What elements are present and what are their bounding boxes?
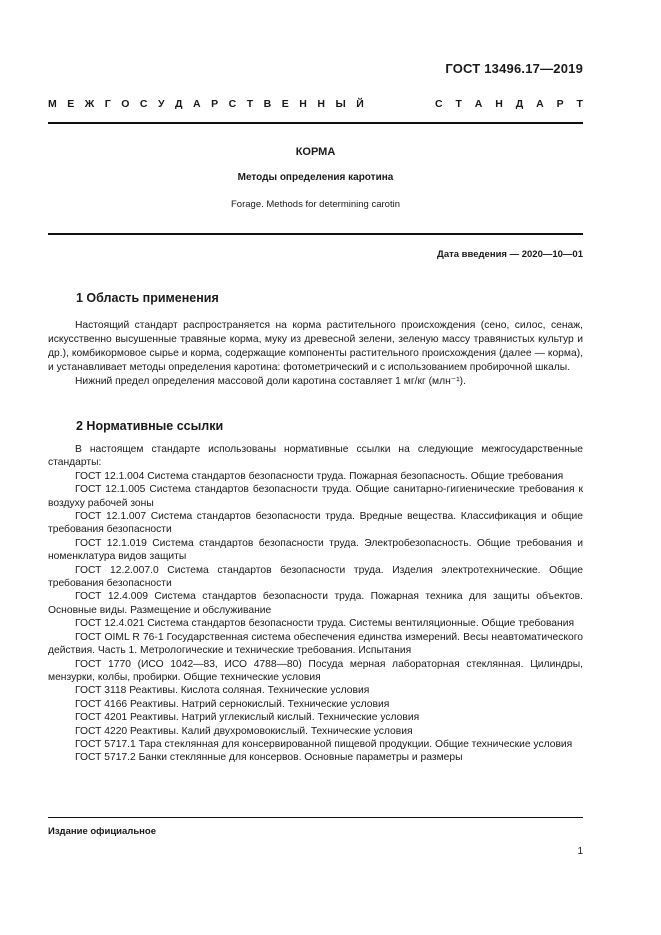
banner-letter: Д — [515, 98, 524, 110]
reference-item: ГОСТ 12.1.005 Система стандартов безопасности труда. Общие санитарно-гигиенические требования к воздуху рабочей зоны — [48, 484, 583, 509]
banner-letter: А — [474, 98, 483, 110]
reference-item: ГОСТ 5717.2 Банки стеклянные для консервов. Основные параметры и размеры — [75, 752, 463, 764]
banner-letter: Т — [246, 98, 254, 110]
paragraph: Настоящий стандарт распространяется на корма растительного происхождения (сено, силос, сенаж, искусственно высушенные травяные корма, муку из древесной зелени, зеленую массу травянистых культур и др.), комбикормовое сырье и корма, содержащие компоненты растительного происхождения (далее — корма), и устанавливает методы определения каротина: фотометрический и с использованием пробирочной шкалы. — [48, 320, 583, 373]
paragraph: Нижний предел определения массовой доли каротина составляет 1 мг/кг (млн⁻¹). — [75, 376, 466, 387]
standard-word — [435, 98, 583, 110]
banner-letter: Т — [455, 98, 462, 110]
banner-letter: Е — [281, 98, 289, 110]
banner-letter: С — [435, 98, 443, 110]
banner-letter: Н — [299, 98, 307, 110]
banner-letter: В — [263, 98, 272, 110]
scope-body — [48, 319, 583, 389]
banner-letter: С — [139, 98, 148, 110]
banner-letter: Д — [175, 98, 183, 110]
banner-letter: Ж — [84, 98, 95, 110]
reference-item: ГОСТ 4201 Реактивы. Натрий углекислый кислый. Технические условия — [75, 712, 420, 724]
document-subtitle: Методы определения каротина — [237, 172, 394, 183]
header-rule — [48, 122, 583, 124]
reference-item: ГОСТ 12.4.021 Система стандартов безопасности труда. Системы вентиляционные. Общие требования — [75, 618, 575, 630]
banner-letter: Е — [67, 98, 75, 110]
section-heading-scope: 1 Область применения — [76, 291, 219, 305]
interstate-word — [48, 98, 364, 110]
banner-letter: Р — [556, 98, 564, 110]
reference-item: ГОСТ 5717.1 Тара стеклянная для консервированной пищевой продукции. Общие технические условия — [75, 738, 573, 750]
reference-item: ГОСТ 4220 Реактивы. Калий двухромовокислый. Технические условия — [75, 725, 413, 737]
banner-letter: А — [536, 98, 544, 110]
reference-item: ГОСТ 3118 Реактивы. Кислота соляная. Технические условия — [75, 685, 370, 697]
document-title: КОРМА — [295, 146, 336, 158]
banner-letter: О — [121, 98, 130, 110]
banner-letter: Ы — [335, 98, 346, 110]
reference-item: ГОСТ 12.1.019 Система стандартов безопасности труда. Электробезопасность. Общие требования и номенклатура видов защиты — [48, 537, 583, 563]
reference-item: ГОСТ 12.1.007 Система стандартов безопасности труда. Вредные вещества. Классификация и общие требования безопасности — [48, 511, 583, 536]
banner-letter: Т — [576, 98, 583, 110]
reference-item: ГОСТ 4166 Реактивы. Натрий сернокислый. Технические условия — [75, 698, 390, 710]
footer-rule — [48, 817, 583, 818]
banner-letter: Н — [495, 98, 503, 110]
interstate-standard-banner — [48, 98, 583, 110]
page-number: 1 — [577, 846, 583, 857]
banner-letter: Н — [317, 98, 325, 110]
edition-label: Издание официальное — [48, 826, 156, 837]
introduction-date: Дата введения — 2020—10—01 — [437, 249, 583, 260]
banner-letter: С — [228, 98, 237, 110]
banner-letter: А — [193, 98, 201, 110]
english-title: Forage. Methods for determining carotin — [231, 199, 400, 210]
references-list — [48, 443, 583, 765]
reference-item: ГОСТ 12.1.004 Система стандартов безопасности труда. Пожарная безопасность. Общие требования — [75, 470, 564, 482]
banner-letter: М — [48, 98, 57, 110]
document-number: ГОСТ 13496.17—2019 — [445, 61, 583, 76]
section-heading-references: 2 Нормативные ссылки — [76, 419, 224, 433]
banner-letter: Й — [356, 98, 364, 110]
title-rule — [48, 233, 583, 235]
reference-item: ГОСТ 12.4.009 Система стандартов безопасности труда. Пожарная техника для защиты объектов. Основные виды. Размещение и обслуживание — [48, 591, 583, 616]
banner-letter: У — [157, 98, 165, 110]
paragraph: В настоящем стандарте использованы нормативные ссылки на следующие межгосударственные стандарты: — [48, 444, 583, 469]
banner-letter: Г — [104, 98, 111, 110]
reference-item: ГОСТ 12.2.007.0 Система стандартов безопасности труда. Изделия электротехнические. Общие требования безопасности — [48, 564, 583, 590]
reference-item: ГОСТ 1770 (ИСО 1042—83, ИСО 4788—80) Посуда мерная лабораторная стеклянная. Цилиндры, мензурки, колбы, пробирки. Общие технические условия — [48, 658, 583, 683]
reference-item: ГОСТ OIML R 76-1 Государственная система обеспечения единства измерений. Весы неавтоматического действия. Часть 1. Метрологические и технические требования. Испытания — [48, 631, 583, 657]
banner-letter: Р — [211, 98, 219, 110]
